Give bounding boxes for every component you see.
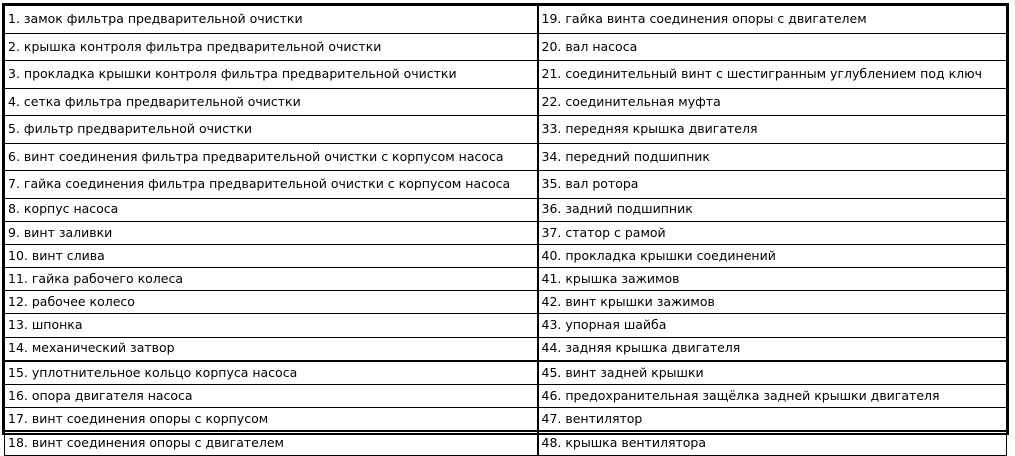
right-cell: 20. вал насоса [538, 33, 1007, 61]
left-cell: 8. корпус насоса [5, 198, 538, 221]
right-cell: 43. упорная шайба [538, 314, 1007, 337]
left-cell: 3. прокладка крышки контроля фильтра предварительной очистки [5, 61, 538, 89]
table-row [5, 431, 1007, 455]
table-row [5, 385, 1007, 408]
table-row [5, 337, 1007, 361]
left-cell: 11. гайка рабочего колеса [5, 268, 538, 291]
left-cell: 1. замок фильтра предварительной очистки [5, 6, 538, 34]
left-cell: 15. уплотнительное кольцо корпуса насоса [5, 361, 538, 385]
right-cell: 35. вал ротора [538, 171, 1007, 199]
table-row [5, 244, 1007, 267]
right-cell: 47. вентилятор [538, 408, 1007, 432]
left-cell: 16. опора двигателя насоса [5, 385, 538, 408]
table-row [5, 61, 1007, 89]
table-row [5, 88, 1007, 116]
table-row [5, 314, 1007, 337]
right-cell: 42. винт крышки зажимов [538, 291, 1007, 314]
left-cell: 2. крышка контроля фильтра предварительной очистки [5, 33, 538, 61]
right-cell: 34. передний подшипник [538, 143, 1007, 171]
table-row [5, 33, 1007, 61]
table-row [5, 143, 1007, 171]
right-cell: 44. задняя крышка двигателя [538, 337, 1007, 361]
table-row [5, 221, 1007, 244]
left-cell: 6. винт соединения фильтра предварительной очистки с корпусом насоса [5, 143, 538, 171]
right-cell: 37. статор с рамой [538, 221, 1007, 244]
left-cell: 17. винт соединения опоры с корпусом [5, 408, 538, 432]
right-cell: 36. задний подшипник [538, 198, 1007, 221]
right-cell: 33. передняя крышка двигателя [538, 116, 1007, 144]
table-row [5, 291, 1007, 314]
right-cell: 46. предохранительная защёлка задней крышки двигателя [538, 385, 1007, 408]
left-cell: 13. шпонка [5, 314, 538, 337]
table-row [5, 198, 1007, 221]
parts-table [4, 5, 1007, 456]
left-cell: 9. винт заливки [5, 221, 538, 244]
left-cell: 4. сетка фильтра предварительной очистки [5, 88, 538, 116]
right-cell: 19. гайка винта соединения опоры с двигателем [538, 6, 1007, 34]
right-cell: 48. крышка вентилятора [538, 431, 1007, 455]
left-cell: 12. рабочее колесо [5, 291, 538, 314]
table-row [5, 408, 1007, 432]
right-cell: 41. крышка зажимов [538, 268, 1007, 291]
table-row [5, 116, 1007, 144]
right-cell: 45. винт задней крышки [538, 361, 1007, 385]
left-cell: 7. гайка соединения фильтра предварительной очистки с корпусом насоса [5, 171, 538, 199]
table-row [5, 171, 1007, 199]
left-cell: 5. фильтр предварительной очистки [5, 116, 538, 144]
left-cell: 10. винт слива [5, 244, 538, 267]
left-cell: 18. винт соединения опоры с двигателем [5, 431, 538, 455]
right-cell: 21. соединительный винт с шестигранным углублением под ключ [538, 61, 1007, 89]
left-cell: 14. механический затвор [5, 337, 538, 361]
table-row [5, 361, 1007, 385]
parts-table-frame [2, 3, 1009, 451]
right-cell: 22. соединительная муфта [538, 88, 1007, 116]
table-row [5, 6, 1007, 34]
table-row [5, 268, 1007, 291]
right-cell: 40. прокладка крышки соединений [538, 244, 1007, 267]
